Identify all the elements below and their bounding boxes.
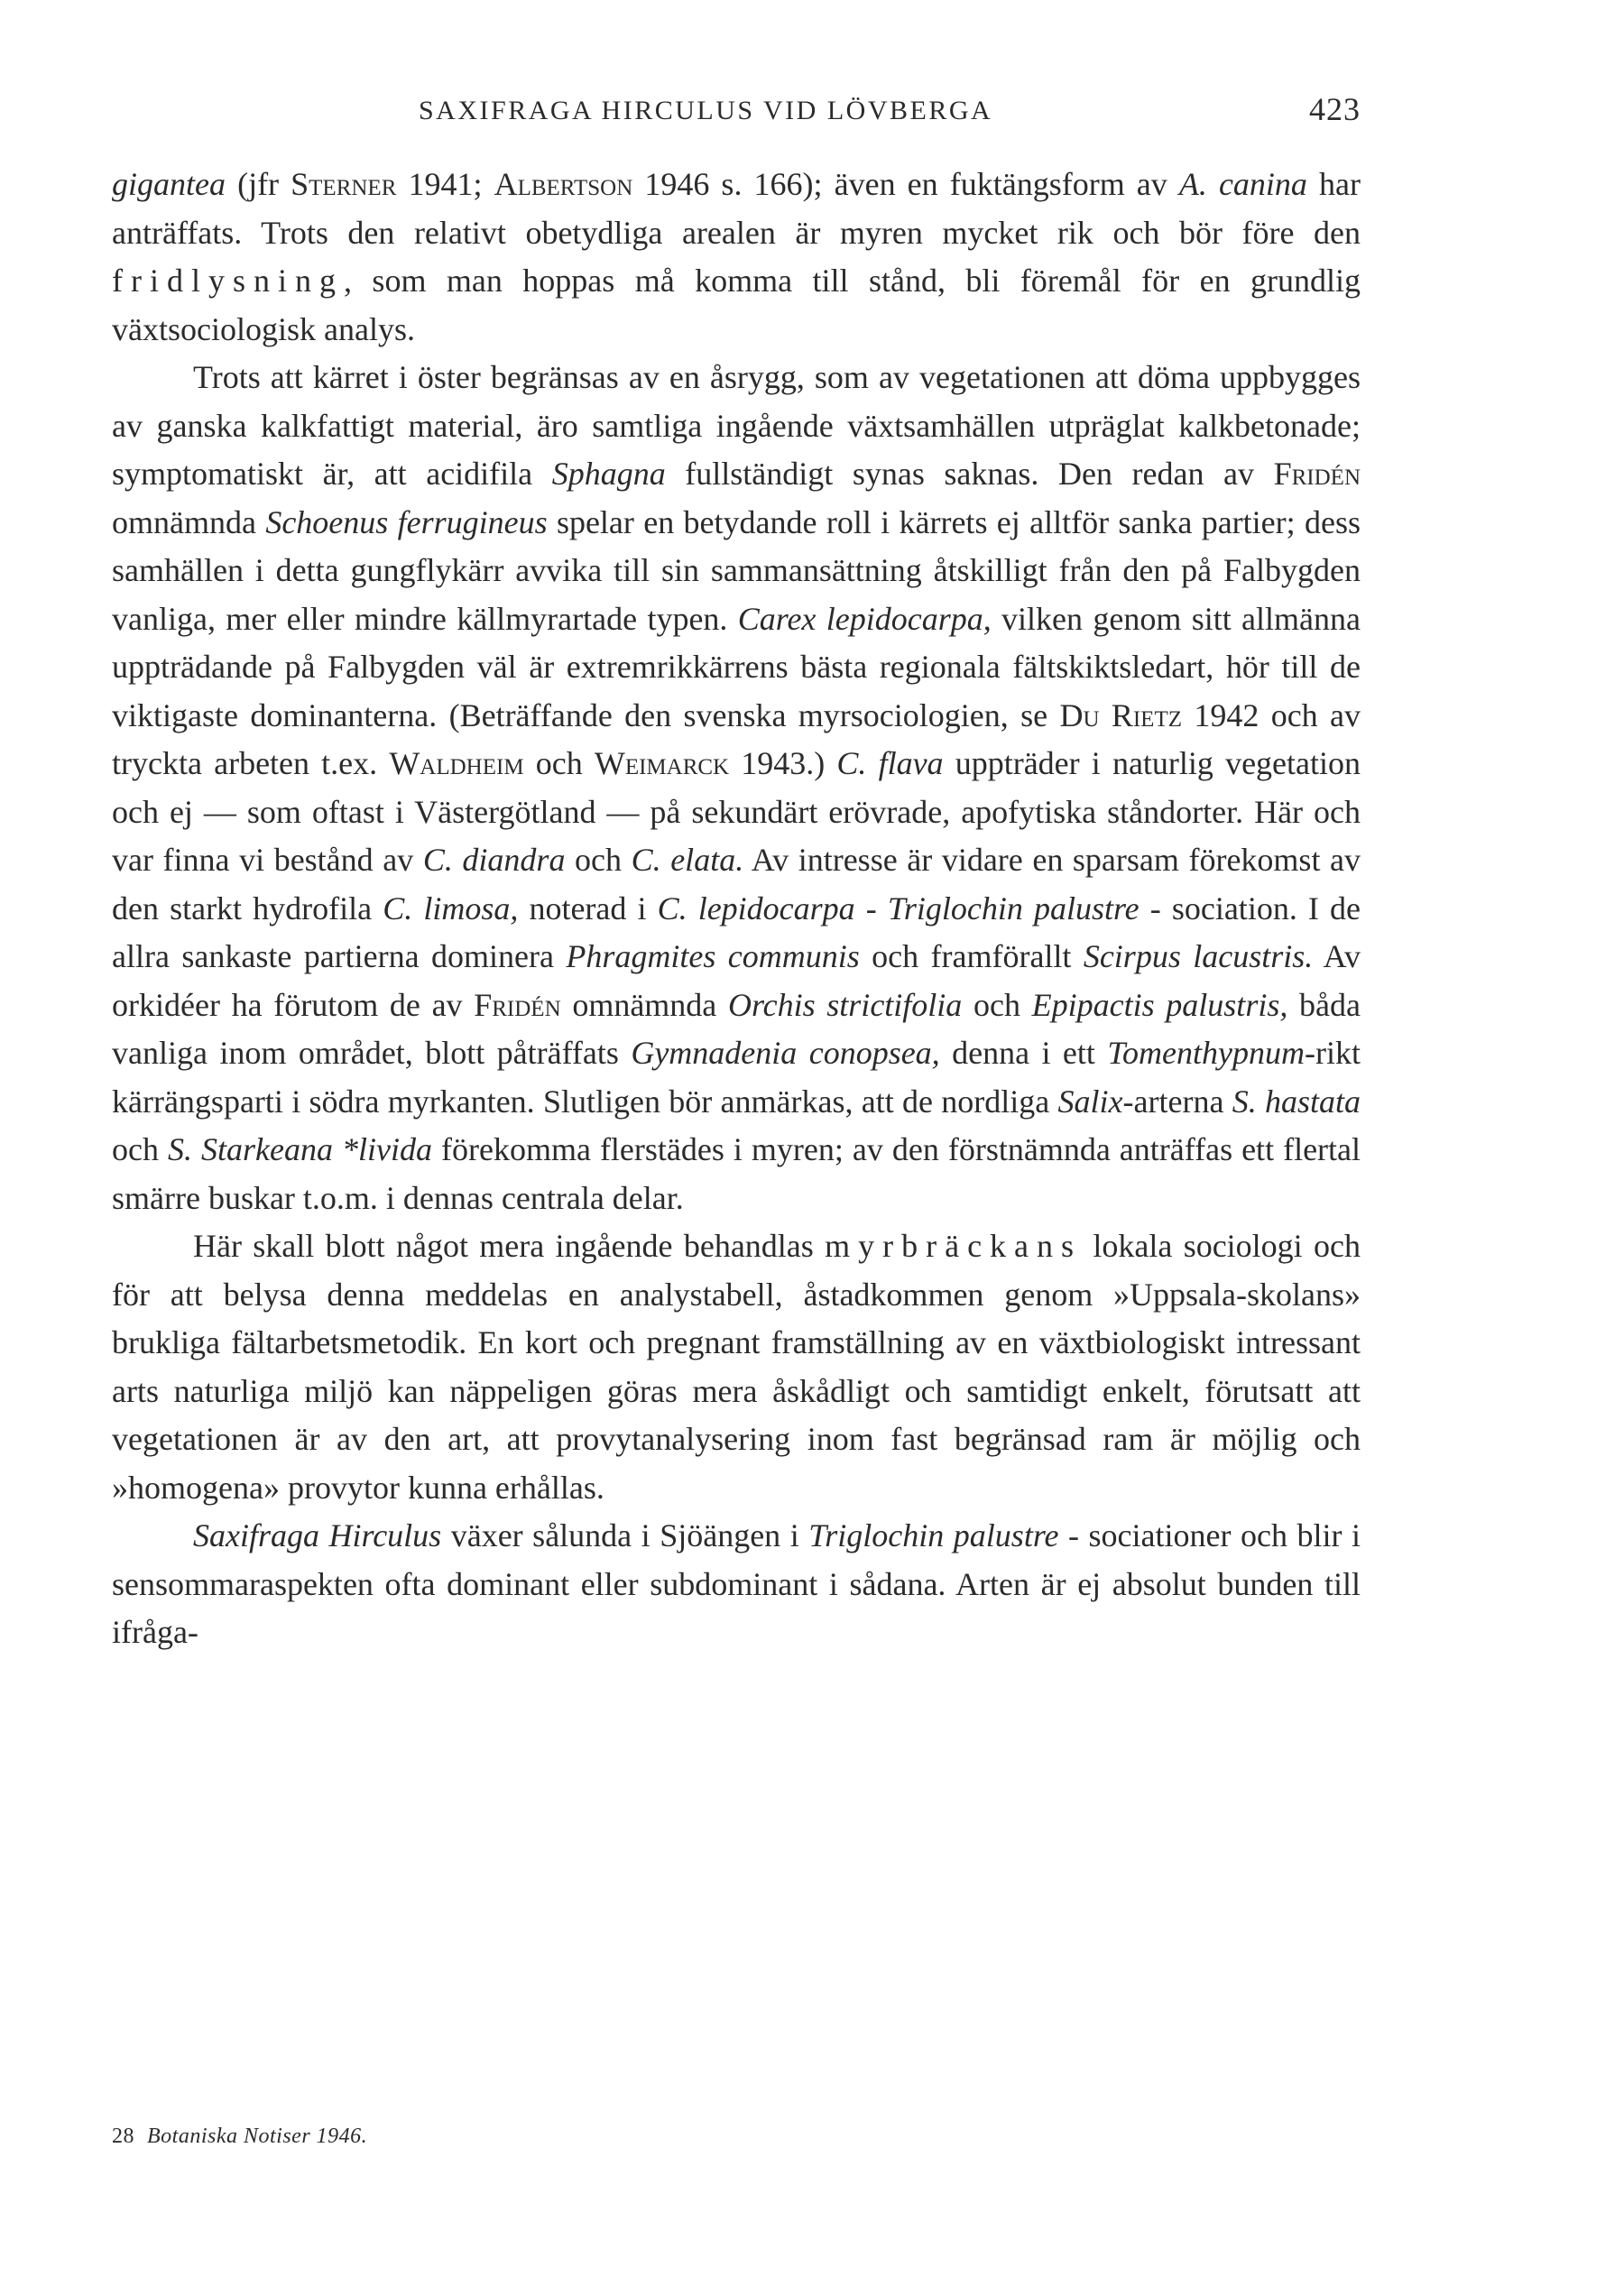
italic-text: Carex lepidocarpa, [737,600,992,637]
author-name: Albertson [494,166,633,202]
text-run: 1942 och av tryckta arbeten t.ex. [112,696,1361,781]
text-run: Av orkidéer ha förutom de av [112,938,1361,1023]
text-run: , som man hoppas må komma till stånd, bli föremål för en grundlig växtsociologisk analys. [112,263,1361,347]
text-run: och [962,986,1032,1023]
italic-text: Tomenthypnum [1107,1035,1306,1071]
text-run: - sociationer och blir i sensommaraspekten ofta dominant eller subdominant i sådana. Arten är ej absolut bunden till ifråga- [112,1517,1361,1650]
page-footer [112,2125,367,2149]
text-run: fullständigt synas saknas. Den redan av [665,456,1274,492]
text-run: omnämnda [112,503,266,540]
text-run: har anträffats. Trots den relativt obetydliga arealen är myren mycket rik och bör före den [112,166,1361,251]
italic-text: C. diandra [422,842,566,878]
text-run: Trots att kärret i öster begränsas av en åsrygg, som av vegetationen att döma uppbygges av ganska kalkfattigt material, äro samtliga ingående växtsamhällen utpräglat kalkbetonade; symptomatiskt är, att acidifila [112,359,1361,492]
italic-text: gigantea [112,166,226,202]
journal-reference: Botaniska Notiser 1946. [147,2125,368,2148]
paragraph [112,161,1361,354]
running-head [112,90,1361,137]
text-run: båda vanliga inom området, blott påträffats [112,986,1361,1071]
italic-text: Schoenus ferrugineus [265,503,548,540]
italic-text: C. limosa, [383,890,519,926]
text-run: och [112,1131,168,1167]
text-run: -rikt kärrängsparti i södra myrkanten. Slutligen bör anmärkas, att de nordliga [112,1035,1361,1120]
italic-text: S. hastata [1232,1083,1361,1120]
text-run: (jfr [225,166,291,202]
author-name: Weimarck [594,745,730,781]
italic-text: Scirpus lacustris. [1083,938,1314,974]
italic-text: C. lepidocarpa - Triglochin palustre [657,890,1140,926]
italic-text: C. elata. [631,842,744,878]
paragraph [112,1512,1361,1657]
text-run: Av intresse är vidare en sparsam förekomst av den starkt hydrofila [112,842,1361,926]
paragraph [112,354,1361,1222]
paragraph [112,1222,1361,1512]
running-title: SAXIFRAGA HIRCULUS VID LÖVBERGA [419,96,993,125]
text-run: 1941; [396,166,494,202]
italic-text: Salix [1057,1083,1123,1120]
italic-text: C. flava [836,745,944,781]
text-run: lokala sociologi och för att belysa denna meddelas en analystabell, åstadkommen genom »Uppsala-skolans» brukliga fältarbetsmetodik. En kort och pregnant framställning av en växtbiologiskt intressant arts naturliga miljö kan näppeligen göras mera åskådligt och samtidigt enkelt, förutsatt att vegetationen är av den art, att provytanalysering inom fast begränsad ram är möjlig och »homogena» provytor kunna erhållas. [112,1228,1361,1506]
italic-text: Triglochin palustre [808,1517,1059,1553]
italic-text: Epipactis palustris, [1031,986,1288,1023]
text-run: förekomma flerstädes i myren; av den förstnämnda anträffas ett flertal smärre buskar t.o.m. i dennas centrala delar. [112,1131,1361,1216]
text-run: 1946 s. 166); även en fuktängsform av [632,166,1179,202]
italic-text: Gymnadenia conopsea, [631,1035,940,1071]
text-run: och [565,842,632,878]
text-run: 1943.) [729,745,837,781]
spaced-emphasis: myrbräckans [825,1228,1083,1264]
author-name: Du Rietz [1059,696,1182,733]
text-run: vilken genom sitt allmänna uppträdande på Falbygden väl är extremrikkärrens bästa regionala fältskiktsledart, hör till de viktigaste dominanterna. (Beträffande den svenska myrsociologien, se [112,600,1361,733]
text-run: denna i ett [939,1035,1108,1071]
italic-text: Phragmites communis [566,938,860,974]
italic-text: S. Starkeana *livida [168,1131,432,1167]
italic-text: Saxifraga Hirculus [193,1517,442,1553]
text-run: och [523,745,595,781]
text-run: uppträder i naturlig vegetation och ej — som oftast i Västergötland — på sekundärt erövrade, apofytiska ståndorter. Här och var finna vi bestånd av [112,745,1361,878]
text-run: växer sålunda i Sjöängen i [441,1517,809,1553]
text-run: spelar en betydande roll i kärrets ej alltför sanka partier; dess samhällen i detta gungflykärr avvika till sin sammansättning åtskilligt från den på Falbygden vanliga, mer eller mindre källmyrartade typen. [112,503,1361,637]
italic-text: Sphagna [551,456,666,492]
text-run: noterad i [518,890,658,926]
author-name: Fridén [1273,456,1361,492]
author-name: Sterner [291,166,397,202]
italic-text: Orchis strictifolia [727,986,963,1023]
text-run: -arterna [1122,1083,1232,1120]
text-run: och framförallt [859,938,1084,974]
text-run: - sociation. I de allra sankaste partierna dominera [112,890,1361,974]
author-name: Waldheim [389,745,524,781]
author-name: Fridén [474,986,561,1023]
italic-text: A. canina [1178,166,1307,202]
spaced-emphasis: fridlysning [112,263,344,299]
text-run: omnämnda [560,986,728,1023]
body-text [112,161,1361,1657]
page-number: 423 [1309,91,1361,127]
signature-mark: 28 [112,2125,134,2148]
text-run: Här skall blott något mera ingående behandlas [193,1228,826,1264]
